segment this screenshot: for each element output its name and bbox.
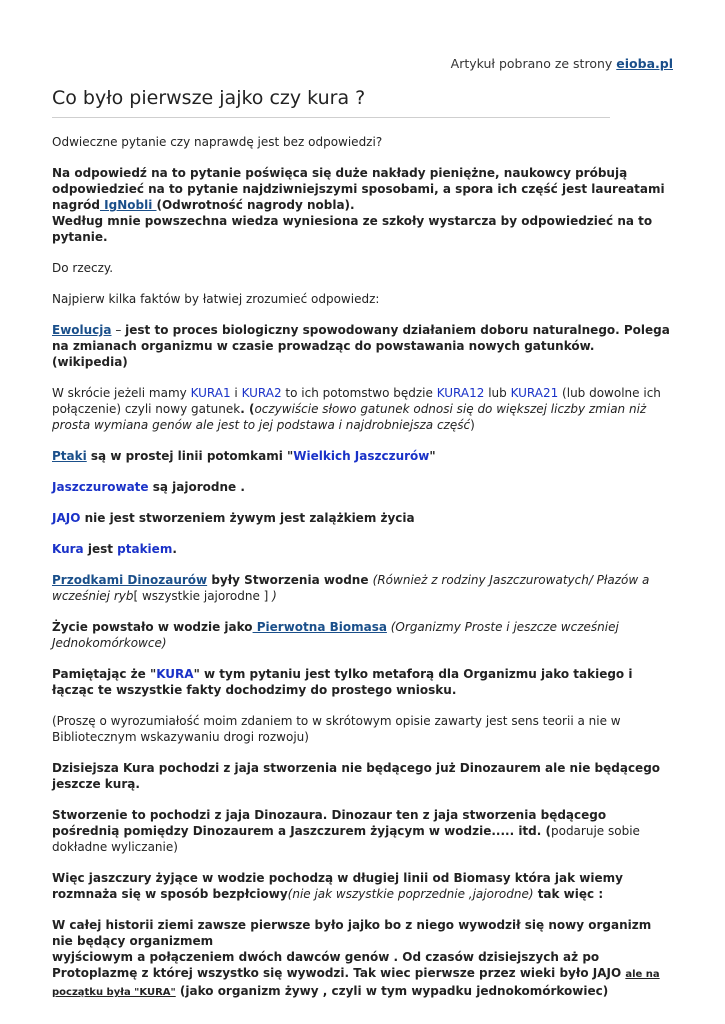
paragraph-nagrody: Na odpowiedź na to pytanie poświęca się duże nakłady pieniężne, naukowcy próbują odpowiedzieć na to pytanie najdziwniejszymi sposobami, a spora ich część jest laureatami nagród IgNobli (Odwrotność nagrody nobla). Według mnie powszechna wiedza wyniesiona ze szkoły wystarcza by odpowiedzieć na to pytanie. (52, 166, 665, 244)
przodki-link[interactable]: Przodkami Dinozaurów (52, 573, 208, 587)
paragraph-pamietajac: Pamiętając że "KURA" w tym pytaniu jest tylko metaforą dla Organizmu jako takiego i łącząc te wszystkie fakty dochodzimy do prostego wniosku. (52, 667, 633, 697)
intro: Odwieczne pytanie czy naprawdę jest bez odpowiedzi? (52, 135, 383, 149)
paragraph-wiec: Więc jaszczury żyjące w wodzie pochodzą w długiej linii od Biomasy która jak wiemy rozmnaża się w sposób bezpłciowy(nie jak wszystkie poprzednie ,jajorodne) tak więc : (52, 871, 623, 901)
source-line (451, 56, 673, 71)
source-site-link[interactable]: eioba.pl (616, 56, 673, 71)
biomasa-link[interactable]: Pierwotna Biomasa (252, 620, 387, 634)
paragraph-jajo: JAJO nie jest stworzeniem żywym jest zalążkiem życia (52, 511, 415, 525)
fakty-intro: Najpierw kilka faktów by łatwiej zrozumieć odpowiedz: (52, 292, 380, 306)
page-title: Co było pierwsze jajko czy kura ? (52, 87, 610, 118)
paragraph-kura-gatunek: W skrócie jeżeli mamy KURA1 i KURA2 to ich potomstwo będzie KURA12 lub KURA21 (lub dowolne ich połączenie) czyli nowy gatunek. (oczywiście słowo gatunek odnosi się do większej liczby zmian niż prosta wymiana genów ale jest to jej podstawa i najdrobniejsza część) (52, 386, 661, 432)
paragraph-ptaki: Ptaki są w prostej linii potomkami "Wielkich Jaszczurów" (52, 449, 436, 463)
paragraph-prosze: (Proszę o wyrozumiałość moim zdaniem to w skrótowym opisie zawarty jest sens teorii a nie w Bibliotecznym wskazywaniu drogi rozwoju) (52, 714, 621, 744)
article-body (52, 134, 672, 1016)
paragraph-ewolucja: Ewolucja – jest to proces biologiczny spowodowany działaniem doboru naturalnego. Polega na zmianach organizmu w czasie prowadząc do powstawania nowych gatunków. (wikipedia) (52, 323, 670, 369)
paragraph-zycie: Życie powstało w wodzie jako Pierwotna Biomasa (Organizmy Proste i jeszcze wcześniej Jednokomórkowce) (52, 620, 619, 650)
paragraph-stworzenie: Stworzenie to pochodzi z jaja Dinozaura. Dinozaur ten z jaja stworzenia będącego pośrednią pomiędzy Dinozaurem a Jaszczurem żyjącym w wodzie..... itd. (podaruje sobie dokładne wyliczanie) (52, 808, 640, 854)
paragraph-dzisiejsza: Dzisiejsza Kura pochodzi z jaja stworzenia nie będącego już Dinozaurem ale nie będącego jeszcze kurą. (52, 761, 661, 791)
paragraph-przodki: Przodkami Dinozaurów były Stworzenia wodne (Również z rodziny Jaszczurowatych/ Płazów a wcześniej ryb[ wszystkie jajorodne ] ) (52, 573, 650, 603)
ignobli-link[interactable]: IgNobli (99, 198, 157, 212)
ewolucja-link[interactable]: Ewolucja (52, 323, 112, 337)
paragraph-jaszczurowate: Jaszczurowate są jajorodne . (52, 480, 245, 494)
source-prefix: Artykuł pobrano ze strony (450, 56, 617, 71)
paragraph-final: W całej historii ziemi zawsze pierwsze było jajko bo z niego wywodził się nowy organizm nie będący organizmem wyjściowym a połączeniem dwóch dawców genów . Od czasów dzisiejszych aż po Protoplazmę z której wszystko się wywodzi. Tak wiec pierwsze przez wieki było JAJO ale na początku była "KURA" (jako organizm żywy , czyli w tym wypadku jednokomórkowiec) (52, 918, 660, 998)
paragraph-kura-ptak: Kura jest ptakiem. (52, 542, 177, 556)
do-rzeczy: Do rzeczy. (52, 261, 114, 275)
ptaki-link[interactable]: Ptaki (52, 449, 87, 463)
